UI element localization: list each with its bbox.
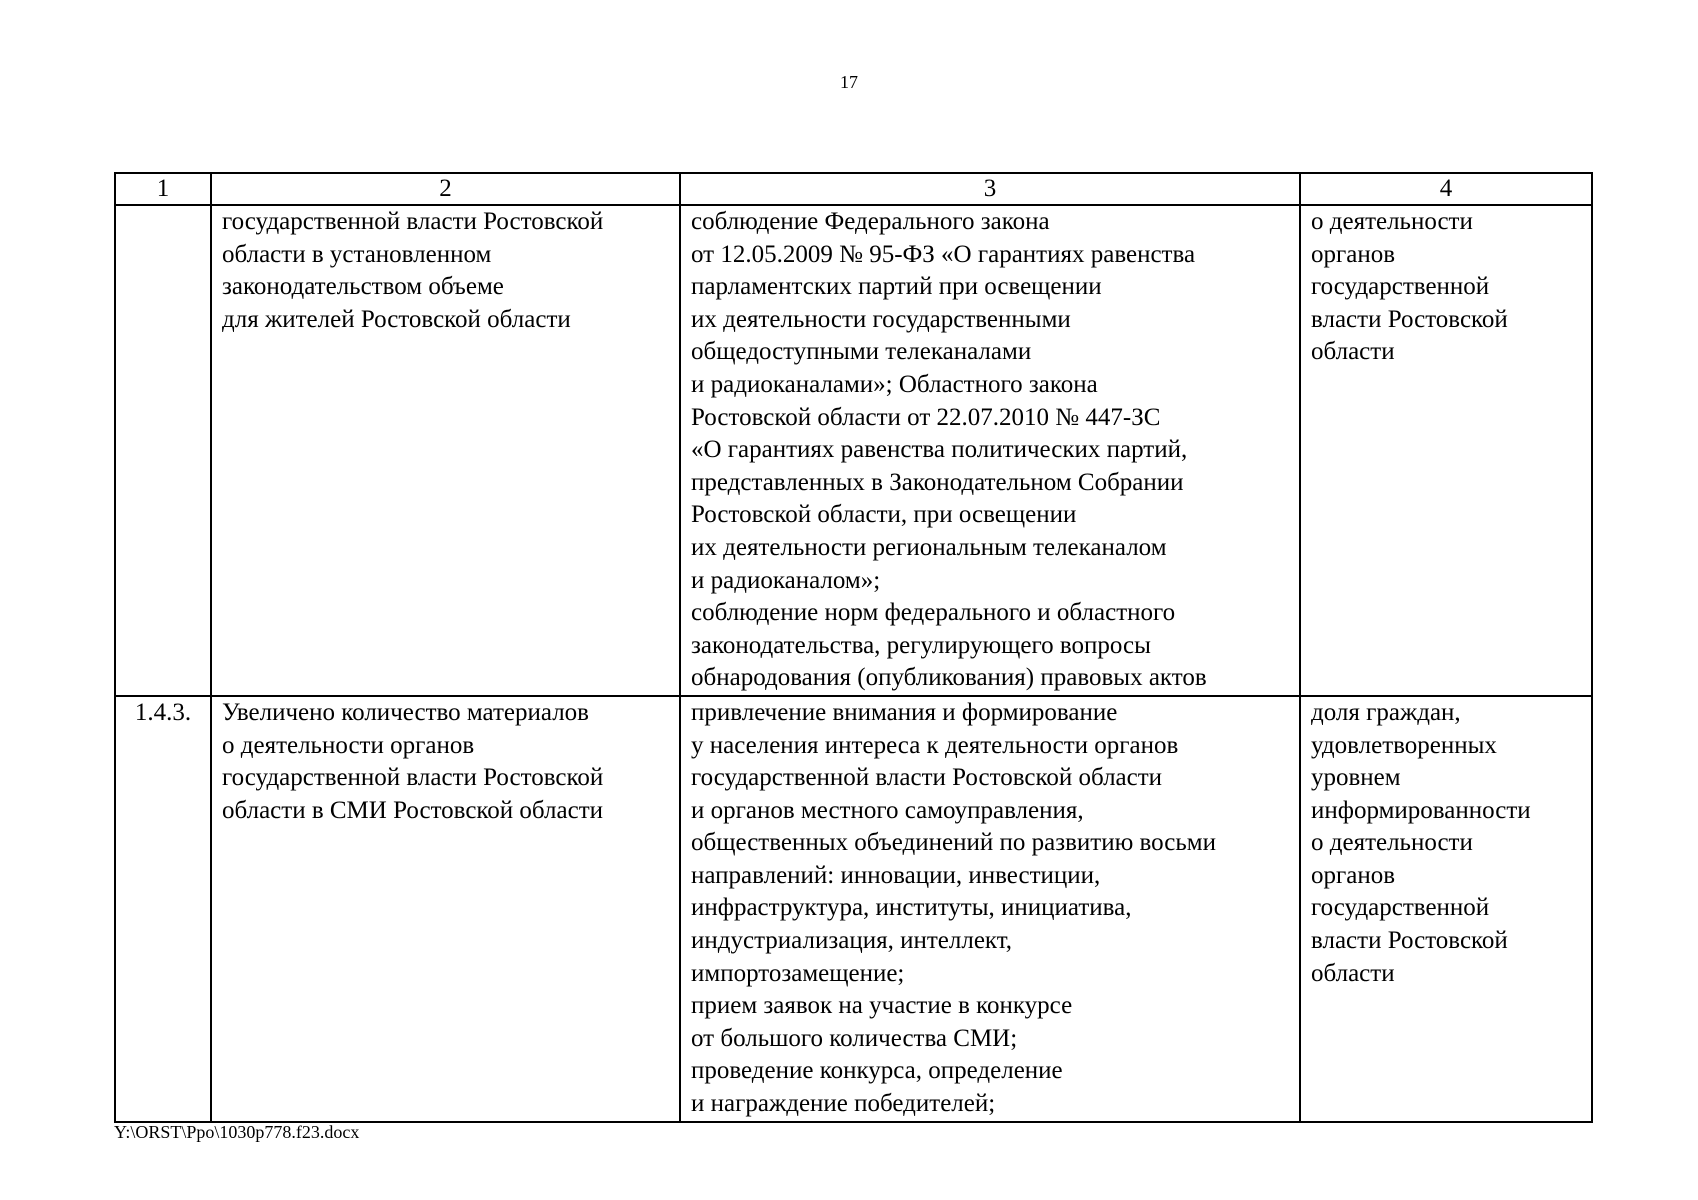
cell-line: о деятельности органов [222,731,475,759]
cell-line: парламентских партий при освещении [691,273,1102,301]
cell-line: информированности [1311,796,1531,824]
cell-line: и радиоканалом»; [691,566,881,594]
cell-line: проведение конкурса, определение [691,1057,1063,1085]
cell-line: доля граждан, [1311,698,1461,726]
cell-line: о деятельности [1311,829,1473,857]
header-cell-1: 1 [115,173,211,205]
cell-line: «О гарантиях равенства политических партий, [691,436,1188,464]
cell-line: соблюдение Федерального закона [691,208,1050,235]
cell-line: области [1311,959,1395,987]
cell-line: общественных объединений по развитию восьми [691,829,1216,857]
cell-line: представленных в Законодательном Собрании [691,468,1184,496]
cell-line: и награждение победителей; [691,1090,996,1118]
footer-file-path: Y:\ORST\Ppo\1030p778.f23.docx [114,1122,360,1142]
cell-line: Увеличено количество материалов [222,698,589,726]
cell-line: направлений: инновации, инвестиции, [691,861,1101,889]
cell-line: государственной власти Ростовской [222,208,604,235]
cell-line: индустриализация, интеллект, [691,927,1013,955]
cell-line: области в установленном [222,240,492,268]
cell-line: инфраструктура, институты, инициатива, [691,894,1132,922]
cell-line: области [1311,338,1395,366]
row-number-cell: 1.4.3. [115,696,211,1122]
cell-line: власти Ростовской [1311,305,1508,333]
cell-line: импортозамещение; [691,959,905,987]
cell-line: привлечение внимания и формирование [691,698,1118,726]
table-row [115,696,1592,1122]
cell-line: государственной [1311,273,1490,301]
cell-line: прием заявок на участие в конкурсе [691,992,1073,1020]
cell-line: уровнем [1311,764,1401,792]
cell-line: о деятельности [1311,208,1473,235]
header-cell-4: 4 [1300,173,1592,205]
indicator-cell [1300,205,1592,696]
header-cell-2: 2 [211,173,680,205]
cell-line: обнародования (опубликования) правовых актов [691,664,1207,692]
description-cell [680,696,1300,1122]
cell-line: и органов местного самоуправления, [691,796,1084,824]
cell-line: Ростовской области от 22.07.2010 № 447-ЗС [691,403,1161,431]
cell-line: удовлетворенных [1311,731,1497,759]
cell-line: органов [1311,240,1396,268]
cell-line: и радиоканалами»; Областного закона [691,370,1098,398]
description-cell [680,205,1300,696]
result-cell [211,696,680,1122]
page-number: 17 [840,72,858,92]
cell-line: общедоступными телеканалами [691,338,1032,366]
indicator-cell [1300,696,1592,1122]
cell-line: для жителей Ростовской области [222,305,571,333]
cell-line: их деятельности государственными [691,305,1071,333]
header-cell-3: 3 [680,173,1300,205]
cell-line: от большого количества СМИ; [691,1024,1018,1052]
cell-line: государственной власти Ростовской области [691,764,1163,792]
cell-line: власти Ростовской [1311,927,1508,955]
result-cell [211,205,680,696]
cell-line: соблюдение норм федерального и областного [691,599,1176,627]
row-number-cell [115,205,211,696]
cell-line: от 12.05.2009 № 95-ФЗ «О гарантиях равенства [691,240,1196,268]
cell-line: Ростовской области, при освещении [691,501,1077,529]
table-row [115,205,1592,696]
cell-line: области в СМИ Ростовской области [222,796,604,824]
cell-line: государственной власти Ростовской [222,764,604,792]
table-header-row [115,173,1592,205]
document-table [114,172,1593,1123]
cell-line: их деятельности региональным телеканалом [691,533,1167,561]
cell-line: законодательством объеме [222,273,504,301]
cell-line: органов [1311,861,1396,889]
cell-line: законодательства, регулирующего вопросы [691,631,1151,659]
cell-line: государственной [1311,894,1490,922]
cell-line: у населения интереса к деятельности органов [691,731,1179,759]
